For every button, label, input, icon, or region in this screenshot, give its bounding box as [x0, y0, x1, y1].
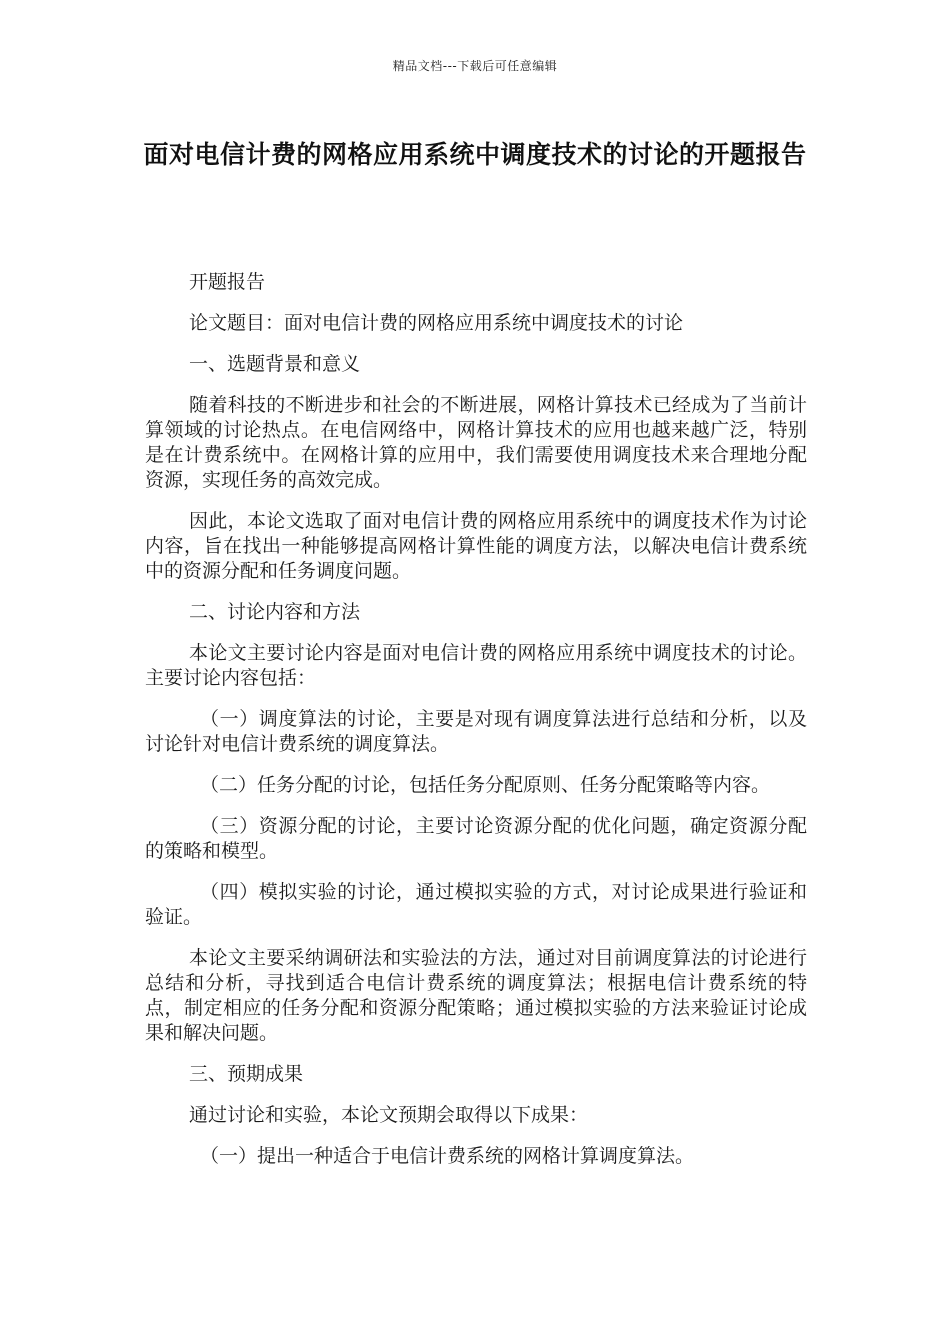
section-heading-expected-results: 三、预期成果 — [189, 1063, 304, 1085]
list-item-task-allocation: （二）任务分配的讨论，包括任务分配原则、任务分配策略等内容。 — [200, 774, 771, 796]
paragraph-content-intro: 本论文主要讨论内容是面对电信计费的网格应用系统中调度技术的讨论。主要讨论内容包括： — [145, 642, 807, 689]
section-heading-background: 一、选题背景和意义 — [189, 353, 361, 375]
list-item-scheduling-algorithm: （一）调度算法的讨论，主要是对现有调度算法进行总结和分析，以及讨论针对电信计费系统的调度算法。 — [145, 708, 807, 755]
paragraph-report-label: 开题报告 — [189, 271, 266, 293]
list-item-simulation: （四）模拟实验的讨论，通过模拟实验的方式，对讨论成果进行验证和验证。 — [145, 881, 807, 928]
list-item-resource-allocation: （三）资源分配的讨论，主要讨论资源分配的优化问题，确定资源分配的策略和模型。 — [145, 815, 807, 862]
section-heading-content-method: 二、讨论内容和方法 — [189, 601, 361, 623]
document-body — [145, 270, 807, 1185]
header-note: 精品文档---下载后可任意编辑 — [392, 59, 558, 73]
paragraph-background: 随着科技的不断进步和社会的不断进展，网格计算技术已经成为了当前计算领域的讨论热点。在电信网络中，网格计算技术的应用也越来越广泛，特别是在计费系统中。在网格计算的应用中，我们需要使用调度技术来合理地分配资源，实现任务的高效完成。 — [145, 394, 807, 491]
list-item-result-algorithm: （一）提出一种适合于电信计费系统的网格计算调度算法。 — [200, 1145, 695, 1167]
paragraph-thesis-title: 论文题目：面对电信计费的网格应用系统中调度技术的讨论 — [189, 312, 684, 334]
paragraph-purpose: 因此，本论文选取了面对电信计费的网格应用系统中的调度技术作为讨论内容，旨在找出一种能够提高网格计算性能的调度方法，以解决电信计费系统中的资源分配和任务调度问题。 — [145, 510, 807, 582]
paragraph-results-intro: 通过讨论和实验，本论文预期会取得以下成果： — [189, 1104, 589, 1126]
paragraph-methods: 本论文主要采纳调研法和实验法的方法，通过对目前调度算法的讨论进行总结和分析，寻找到适合电信计费系统的调度算法；根据电信计费系统的特点，制定相应的任务分配和资源分配策略；通过模拟实验的方法来验证讨论成果和解决问题。 — [145, 947, 807, 1044]
document-title: 面对电信计费的网格应用系统中调度技术的讨论的开题报告 — [143, 140, 807, 169]
